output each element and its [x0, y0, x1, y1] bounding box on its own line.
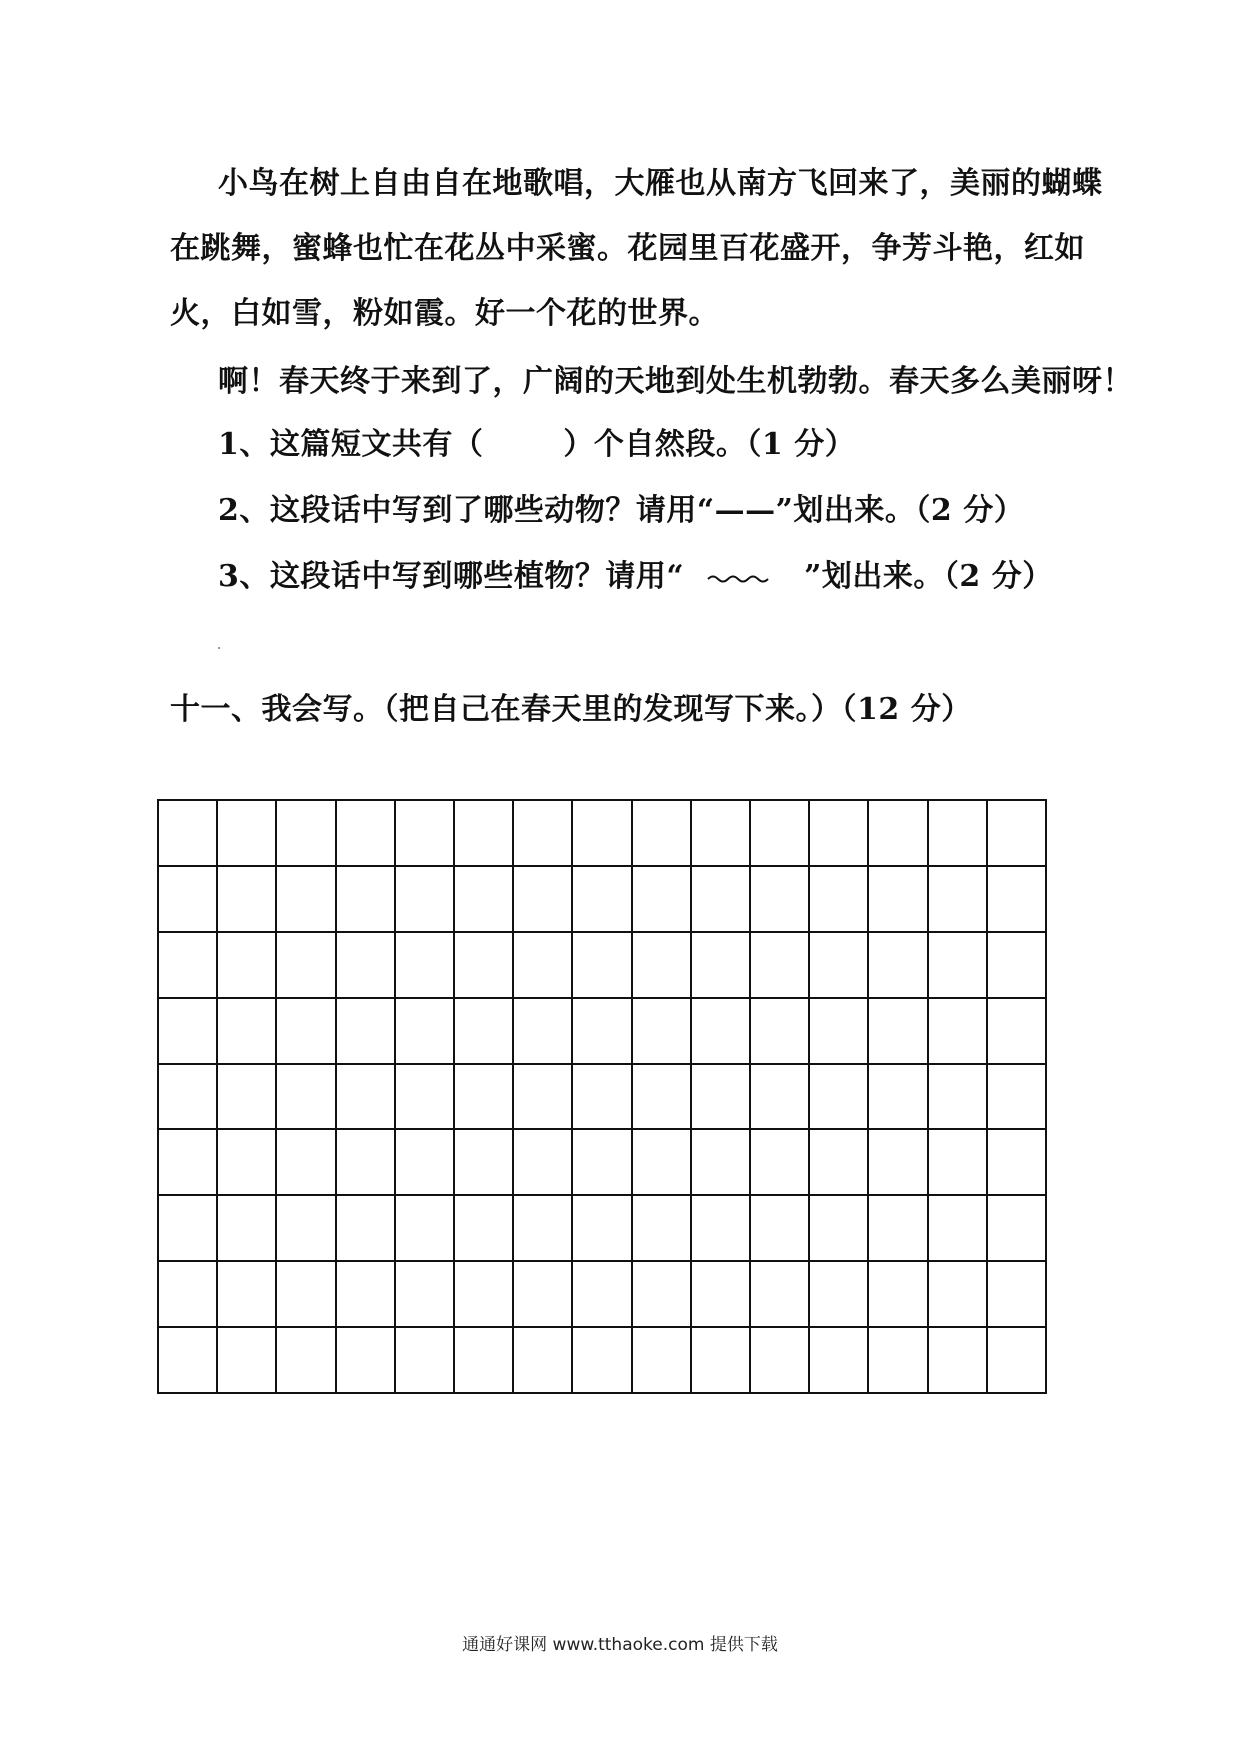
grid-cell[interactable] — [455, 1196, 514, 1262]
grid-cell[interactable] — [633, 1262, 692, 1328]
grid-cell[interactable] — [692, 1196, 751, 1262]
grid-cell[interactable] — [929, 933, 988, 999]
passage-line-2: 在跳舞，蜜蜂也忙在花丛中采蜜。花园里百花盛开，争芳斗艳，红如 — [170, 231, 1085, 266]
grid-cell[interactable] — [573, 1262, 632, 1328]
grid-cell[interactable] — [692, 999, 751, 1065]
grid-cell[interactable] — [692, 1262, 751, 1328]
grid-cell[interactable] — [514, 999, 573, 1065]
grid-cell[interactable] — [337, 999, 396, 1065]
grid-cell[interactable] — [159, 1196, 218, 1262]
grid-cell[interactable] — [633, 1328, 692, 1394]
grid-cell[interactable] — [751, 867, 810, 933]
question-3 — [218, 557, 1053, 597]
grid-cell[interactable] — [159, 999, 218, 1065]
grid-cell[interactable] — [633, 1065, 692, 1131]
grid-cell[interactable] — [277, 1130, 336, 1196]
question-2: 2、这段话中写到了哪些动物？请用“——”划出来。（2 分） — [218, 493, 1025, 528]
grid-cell[interactable] — [159, 1262, 218, 1328]
grid-cell[interactable] — [396, 1262, 455, 1328]
passage-line-4: 啊！春天终于来到了，广阔的天地到处生机勃勃。春天多么美丽呀！ — [218, 364, 1133, 399]
grid-cell[interactable] — [633, 1196, 692, 1262]
grid-cell[interactable] — [633, 933, 692, 999]
grid-cell[interactable] — [218, 933, 277, 999]
grid-cell[interactable] — [337, 1328, 396, 1394]
grid-cell[interactable] — [159, 933, 218, 999]
grid-cell[interactable] — [159, 1130, 218, 1196]
grid-cell[interactable] — [810, 1328, 869, 1394]
grid-cell[interactable] — [337, 801, 396, 867]
grid-cell[interactable] — [159, 867, 218, 933]
grid-cell[interactable] — [869, 999, 928, 1065]
grid-cell[interactable] — [337, 1130, 396, 1196]
grid-cell[interactable] — [692, 933, 751, 999]
footer-credit: 通通好课网 www.tthaoke.com 提供下载 — [462, 1635, 778, 1655]
grid-cell[interactable] — [929, 1130, 988, 1196]
grid-cell[interactable] — [988, 1065, 1047, 1131]
grid-cell[interactable] — [277, 999, 336, 1065]
grid-cell[interactable] — [573, 933, 632, 999]
grid-cell[interactable] — [337, 1262, 396, 1328]
grid-cell[interactable] — [159, 801, 218, 867]
grid-cell[interactable] — [810, 1196, 869, 1262]
grid-cell[interactable] — [988, 1130, 1047, 1196]
grid-cell[interactable] — [277, 1328, 336, 1394]
grid-cell[interactable] — [396, 999, 455, 1065]
grid-cell[interactable] — [633, 801, 692, 867]
grid-cell[interactable] — [573, 1196, 632, 1262]
grid-cell[interactable] — [337, 933, 396, 999]
grid-cell[interactable] — [218, 1328, 277, 1394]
grid-cell[interactable] — [988, 1328, 1047, 1394]
grid-cell[interactable] — [277, 1196, 336, 1262]
grid-cell[interactable] — [751, 933, 810, 999]
question-3-prefix: 3、这段话中写到哪些植物？请用“ — [218, 559, 685, 594]
question-3-suffix: ”划出来。（2 分） — [804, 559, 1053, 594]
grid-cell[interactable] — [573, 801, 632, 867]
grid-cell[interactable] — [988, 933, 1047, 999]
grid-cell[interactable] — [692, 1065, 751, 1131]
grid-cell[interactable] — [988, 1196, 1047, 1262]
grid-cell[interactable] — [277, 1262, 336, 1328]
grid-cell[interactable] — [396, 801, 455, 867]
grid-cell[interactable] — [751, 1328, 810, 1394]
grid-cell[interactable] — [751, 801, 810, 867]
grid-cell[interactable] — [455, 933, 514, 999]
grid-cell[interactable] — [455, 1262, 514, 1328]
grid-cell[interactable] — [337, 1196, 396, 1262]
grid-cell[interactable] — [218, 999, 277, 1065]
section-title: 十一、我会写。（把自己在春天里的发现写下来。）（12 分） — [170, 692, 972, 727]
passage-line-3: 火，白如雪，粉如霞。好一个花的世界。 — [170, 296, 719, 331]
grid-cell[interactable] — [751, 1065, 810, 1131]
grid-cell[interactable] — [159, 1065, 218, 1131]
grid-cell[interactable] — [455, 1065, 514, 1131]
grid-cell[interactable] — [396, 1328, 455, 1394]
grid-cell[interactable] — [810, 1130, 869, 1196]
grid-cell[interactable] — [869, 1196, 928, 1262]
grid-cell[interactable] — [751, 1196, 810, 1262]
writing-grid[interactable] — [157, 799, 1047, 1394]
grid-cell[interactable] — [277, 867, 336, 933]
grid-cell[interactable] — [988, 867, 1047, 933]
grid-cell[interactable] — [573, 867, 632, 933]
grid-cell[interactable] — [514, 1196, 573, 1262]
grid-cell[interactable] — [573, 1130, 632, 1196]
grid-cell[interactable] — [692, 1328, 751, 1394]
grid-cell[interactable] — [573, 1065, 632, 1131]
question-1-suffix: ）个自然段。（1 分） — [563, 427, 856, 462]
grid-cell[interactable] — [337, 1065, 396, 1131]
grid-cell[interactable] — [455, 1130, 514, 1196]
grid-cell[interactable] — [692, 867, 751, 933]
grid-cell[interactable] — [514, 801, 573, 867]
grid-cell[interactable] — [455, 1328, 514, 1394]
grid-cell[interactable] — [810, 867, 869, 933]
grid-cell[interactable] — [869, 1130, 928, 1196]
grid-cell[interactable] — [988, 999, 1047, 1065]
grid-cell[interactable] — [396, 933, 455, 999]
scan-speck — [218, 647, 220, 649]
grid-cell[interactable] — [396, 1065, 455, 1131]
grid-cell[interactable] — [869, 933, 928, 999]
grid-cell[interactable] — [929, 999, 988, 1065]
grid-cell[interactable] — [218, 1130, 277, 1196]
grid-cell[interactable] — [633, 999, 692, 1065]
grid-cell[interactable] — [810, 1065, 869, 1131]
grid-cell[interactable] — [633, 1130, 692, 1196]
grid-cell[interactable] — [810, 801, 869, 867]
grid-cell[interactable] — [869, 1262, 928, 1328]
grid-cell[interactable] — [633, 867, 692, 933]
grid-cell[interactable] — [929, 1262, 988, 1328]
grid-cell[interactable] — [692, 801, 751, 867]
grid-cell[interactable] — [929, 867, 988, 933]
grid-cell[interactable] — [810, 1262, 869, 1328]
grid-cell[interactable] — [869, 867, 928, 933]
grid-cell[interactable] — [514, 1262, 573, 1328]
grid-cell[interactable] — [277, 933, 336, 999]
grid-cell[interactable] — [218, 1196, 277, 1262]
grid-cell[interactable] — [455, 999, 514, 1065]
grid-cell[interactable] — [929, 801, 988, 867]
grid-cell[interactable] — [988, 1262, 1047, 1328]
grid-cell[interactable] — [218, 1262, 277, 1328]
grid-cell[interactable] — [869, 801, 928, 867]
grid-cell[interactable] — [396, 1130, 455, 1196]
grid-cell[interactable] — [869, 1065, 928, 1131]
grid-cell[interactable] — [514, 1130, 573, 1196]
grid-cell[interactable] — [396, 867, 455, 933]
grid-cell[interactable] — [573, 999, 632, 1065]
grid-cell[interactable] — [810, 933, 869, 999]
grid-cell[interactable] — [929, 1196, 988, 1262]
grid-cell[interactable] — [929, 1065, 988, 1131]
grid-cell[interactable] — [218, 801, 277, 867]
grid-cell[interactable] — [810, 999, 869, 1065]
grid-cell[interactable] — [455, 867, 514, 933]
question-1 — [218, 425, 855, 465]
grid-cell[interactable] — [514, 1065, 573, 1131]
grid-cell[interactable] — [396, 1196, 455, 1262]
grid-cell[interactable] — [277, 1065, 336, 1131]
grid-cell[interactable] — [869, 1328, 928, 1394]
grid-cell[interactable] — [218, 1065, 277, 1131]
question-1-prefix: 1、这篇短文共有（ — [218, 427, 484, 462]
grid-cell[interactable] — [988, 801, 1047, 867]
grid-cell[interactable] — [514, 1328, 573, 1394]
grid-cell[interactable] — [751, 999, 810, 1065]
wavy-underline-icon — [684, 563, 804, 593]
grid-cell[interactable] — [573, 1328, 632, 1394]
grid-cell[interactable] — [514, 933, 573, 999]
passage-line-1: 小鸟在树上自由自在地歌唱，大雁也从南方飞回来了，美丽的蝴蝶 — [218, 166, 1103, 201]
grid-cell[interactable] — [514, 867, 573, 933]
grid-cell[interactable] — [277, 801, 336, 867]
grid-cell[interactable] — [751, 1262, 810, 1328]
grid-cell[interactable] — [218, 867, 277, 933]
grid-cell[interactable] — [337, 867, 396, 933]
grid-cell[interactable] — [455, 801, 514, 867]
grid-cell[interactable] — [159, 1328, 218, 1394]
grid-cell[interactable] — [751, 1130, 810, 1196]
grid-cell[interactable] — [692, 1130, 751, 1196]
grid-cell[interactable] — [929, 1328, 988, 1394]
